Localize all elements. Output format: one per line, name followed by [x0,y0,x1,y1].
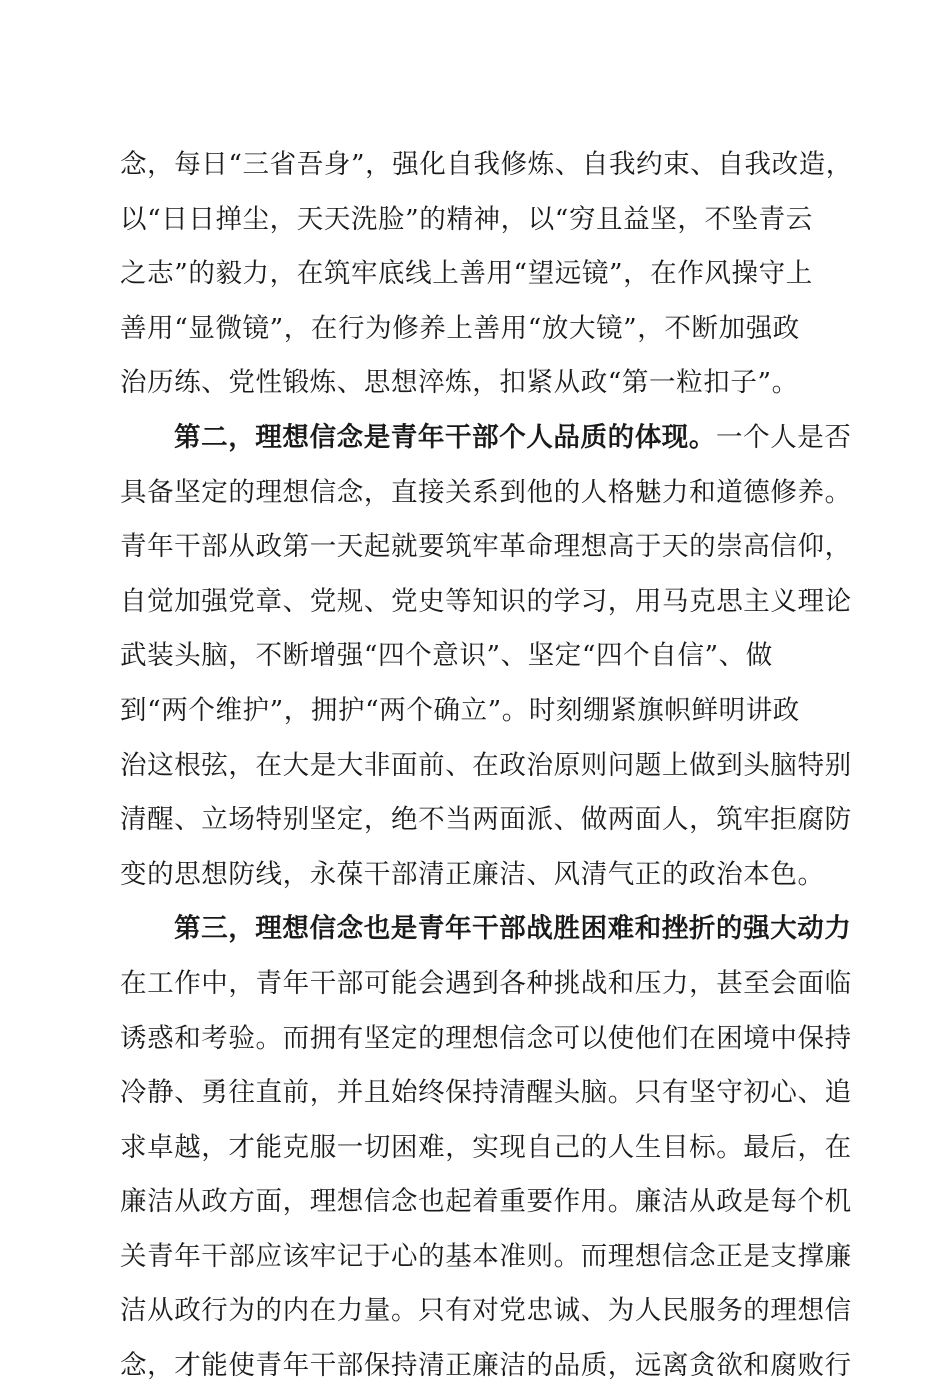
body-text: 具备坚定的理想信念，直接关系到他的人格魅力和道德修养。 [120,476,852,508]
body-text: 之志”的毅力，在筑牢底线上善用“望远镜”，在作风操守上 [120,258,813,290]
body-text: 求卓越，才能克服一切困难，实现自己的人生目标。最后，在 [120,1131,852,1163]
text-line [120,1066,852,1121]
body-text: 治历练、党性锻炼、思想淬炼，扣紧从政“第一粒扣子”。 [120,367,799,399]
text-line [120,1012,852,1067]
body-text: 念，每日“三省吾身”，强化自我修炼、自我约束、自我改造， [120,149,853,180]
body-text: 武装头脑，不断增强“四个意识”、坚定“四个自信”、做 [120,640,773,672]
body-text: 关青年干部应该牢记于心的基本准则。而理想信念正是支撑廉 [120,1240,852,1272]
body-text: 在工作中，青年干部可能会遇到各种挑战和压力，甚至会面临 [120,967,852,999]
body-text: 变的思想防线，永葆干部清正廉洁、风清气正的政治本色。 [120,858,825,890]
text-line [120,193,840,248]
text-line [120,957,852,1012]
text-line [120,848,840,903]
text-line [120,302,840,357]
text-line [120,575,852,630]
text-line [120,1121,852,1176]
text-line [120,629,840,684]
body-text: 治这根弦，在大是大非面前、在政治原则问题上做到头脑特别 [120,749,852,781]
document-body [120,138,853,1394]
paragraph-first-line [120,902,852,957]
text-line [120,247,840,302]
text-line [120,1175,852,1230]
text-line [120,138,853,193]
text-line [120,684,840,739]
body-text: 诱惑和考验。而拥有坚定的理想信念可以使他们在困境中保持 [120,1022,852,1054]
body-text: 清醒、立场特别坚定，绝不当两面派、做两面人，筑牢拒腐防 [120,804,852,836]
heading-text: 第三，理想信念也是青年干部战胜困难和挫折的强大动力 [174,913,852,945]
body-text: 以“日日掸尘，天天洗脸”的精神，以“穷且益坚，不坠青云 [120,203,813,235]
text-line [120,739,852,794]
text-line [120,1284,852,1339]
body-text: 自觉加强党章、党规、党史等知识的学习，用马克思主义理论 [120,585,852,617]
body-text: 念，才能使青年干部保持清正廉洁的品质，远离贪欲和腐败行 [120,1350,852,1382]
heading-text: 第二，理想信念是青年干部个人品质的体现。 [174,421,716,453]
body-text: 一个人是否 [716,421,852,453]
text-line [120,793,852,848]
body-text: 洁从政行为的内在力量。只有对党忠诚、为人民服务的理想信 [120,1295,852,1327]
body-text: 廉洁从政方面，理想信念也起着重要作用。廉洁从政是每个机 [120,1186,852,1218]
body-text: 善用“显微镜”，在行为修养上善用“放大镜”，不断加强政 [120,312,800,344]
body-text: 到“两个维护”，拥护“两个确立”。时刻绷紧旗帜鲜明讲政 [120,694,800,726]
text-line [120,520,852,575]
text-line [120,466,852,521]
text-line [120,1230,852,1285]
text-line [120,1339,852,1394]
text-line [120,356,840,411]
paragraph-first-line [120,411,852,466]
body-text: 冷静、勇往直前，并且始终保持清醒头脑。只有坚守初心、追 [120,1077,852,1109]
body-text: 青年干部从政第一天起就要筑牢革命理想高于天的崇高信仰， [120,531,852,563]
